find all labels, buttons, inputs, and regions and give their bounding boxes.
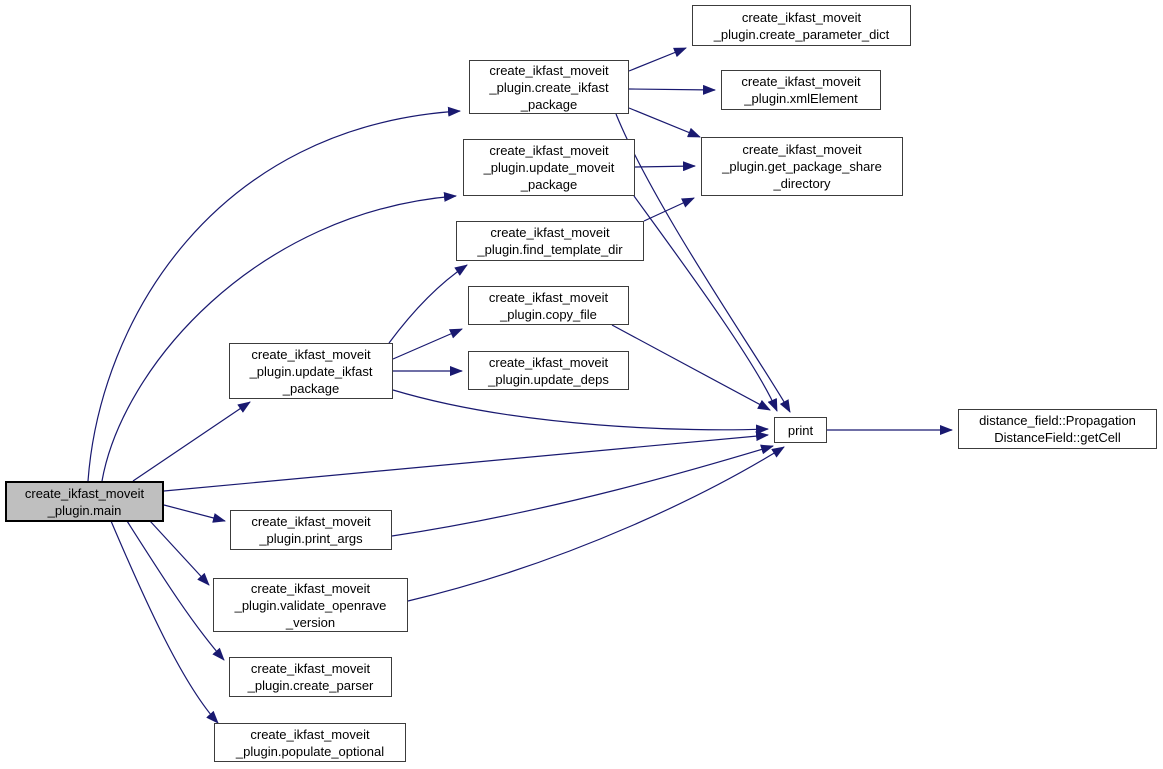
node-label-line: _package	[520, 96, 578, 112]
node-label-line: _plugin.get_package_share	[722, 159, 882, 174]
edge-update_moveit_package-get_package_share_directory	[635, 166, 695, 167]
node-label-line: _plugin.update_moveit	[483, 160, 615, 175]
node-label-line: create_ikfast_moveit	[24, 485, 145, 501]
edge-main-update_ikfast_package	[133, 402, 250, 481]
node-label-line: create_ikfast_moveit	[742, 142, 862, 157]
edge-print_args-print	[392, 446, 773, 536]
node-xmlElement[interactable]	[721, 70, 881, 110]
node-create_parser[interactable]	[229, 657, 392, 697]
node-label-line: _plugin.create_parser	[247, 678, 374, 693]
edge-main-create_ikfast_package	[88, 111, 460, 481]
node-populate_optional[interactable]	[214, 723, 406, 762]
node-label-line: create_ikfast_moveit	[741, 74, 861, 89]
node-label-line: _package	[282, 380, 340, 396]
node-label-line: _plugin.main	[47, 502, 122, 518]
node-label-line: create_ikfast_moveit	[250, 580, 371, 596]
node-label-line: _plugin.create_ikfast	[489, 79, 609, 95]
node-create_ikfast_package[interactable]	[469, 60, 629, 114]
node-main	[5, 481, 164, 522]
node-label-line: _plugin.populate_optional	[235, 743, 385, 759]
node-label-line: _plugin.print_args	[259, 531, 363, 546]
edge-main-print_args	[164, 505, 225, 521]
node-label-line: _plugin.copy_file	[500, 306, 597, 322]
edge-main-validate_openrave_version	[150, 521, 209, 585]
node-label-line: _plugin.validate_openrave	[234, 597, 387, 613]
edge-copy_file-print	[612, 325, 770, 410]
edge-update_ikfast_package-print	[393, 390, 768, 430]
node-getCell[interactable]	[958, 409, 1157, 449]
node-label-line: create_ikfast_moveit	[488, 354, 609, 370]
node-label-line: _package	[520, 177, 578, 192]
node-label-line: create_ikfast_moveit	[488, 289, 609, 305]
edge-main-print	[164, 435, 768, 491]
node-label-line: create_ikfast_moveit	[250, 661, 371, 676]
node-copy_file[interactable]	[468, 286, 629, 325]
node-print_args[interactable]	[230, 510, 392, 550]
node-get_package_share_directory[interactable]	[701, 137, 903, 196]
node-label-line: _directory	[773, 176, 831, 191]
node-label-line: create_ikfast_moveit	[490, 225, 610, 240]
node-label-line: create_ikfast_moveit	[489, 62, 609, 78]
edge-main-populate_optional	[111, 521, 218, 723]
node-label-line: _plugin.find_template_dir	[477, 242, 623, 257]
node-label-line: create_ikfast_moveit	[741, 9, 862, 25]
edge-create_ikfast_package-create_parameter_dict	[629, 48, 686, 71]
edge-main-update_moveit_package	[102, 196, 456, 481]
node-label-line: create_ikfast_moveit	[251, 346, 371, 362]
node-label-line: _plugin.xmlElement	[744, 91, 858, 106]
edge-create_ikfast_package-get_package_share_directory	[629, 108, 700, 137]
node-validate_openrave_version[interactable]	[213, 578, 408, 632]
node-label-line: _plugin.update_ikfast	[249, 363, 373, 379]
node-label-line: distance_field::Propagation	[979, 413, 1136, 428]
node-label-line: create_ikfast_moveit	[489, 143, 609, 158]
node-update_moveit_package[interactable]	[463, 139, 635, 196]
node-find_template_dir[interactable]	[456, 221, 644, 261]
node-label-line: DistanceField::getCell	[994, 430, 1121, 445]
node-update_deps[interactable]	[468, 351, 629, 390]
edge-update_moveit_package-print	[634, 196, 777, 411]
node-label-line: print	[787, 422, 814, 438]
node-label-line: create_ikfast_moveit	[251, 514, 371, 529]
node-label-line: _version	[285, 614, 336, 630]
node-create_parameter_dict[interactable]	[692, 5, 911, 46]
node-label-line: create_ikfast_moveit	[250, 726, 370, 742]
edge-create_ikfast_package-xmlElement	[629, 89, 715, 90]
edge-update_ikfast_package-copy_file	[393, 329, 462, 359]
node-print[interactable]	[774, 417, 827, 443]
node-label-line: _plugin.update_deps	[488, 371, 609, 387]
node-update_ikfast_package[interactable]	[229, 343, 393, 399]
node-label-line: _plugin.create_parameter_dict	[713, 26, 890, 42]
